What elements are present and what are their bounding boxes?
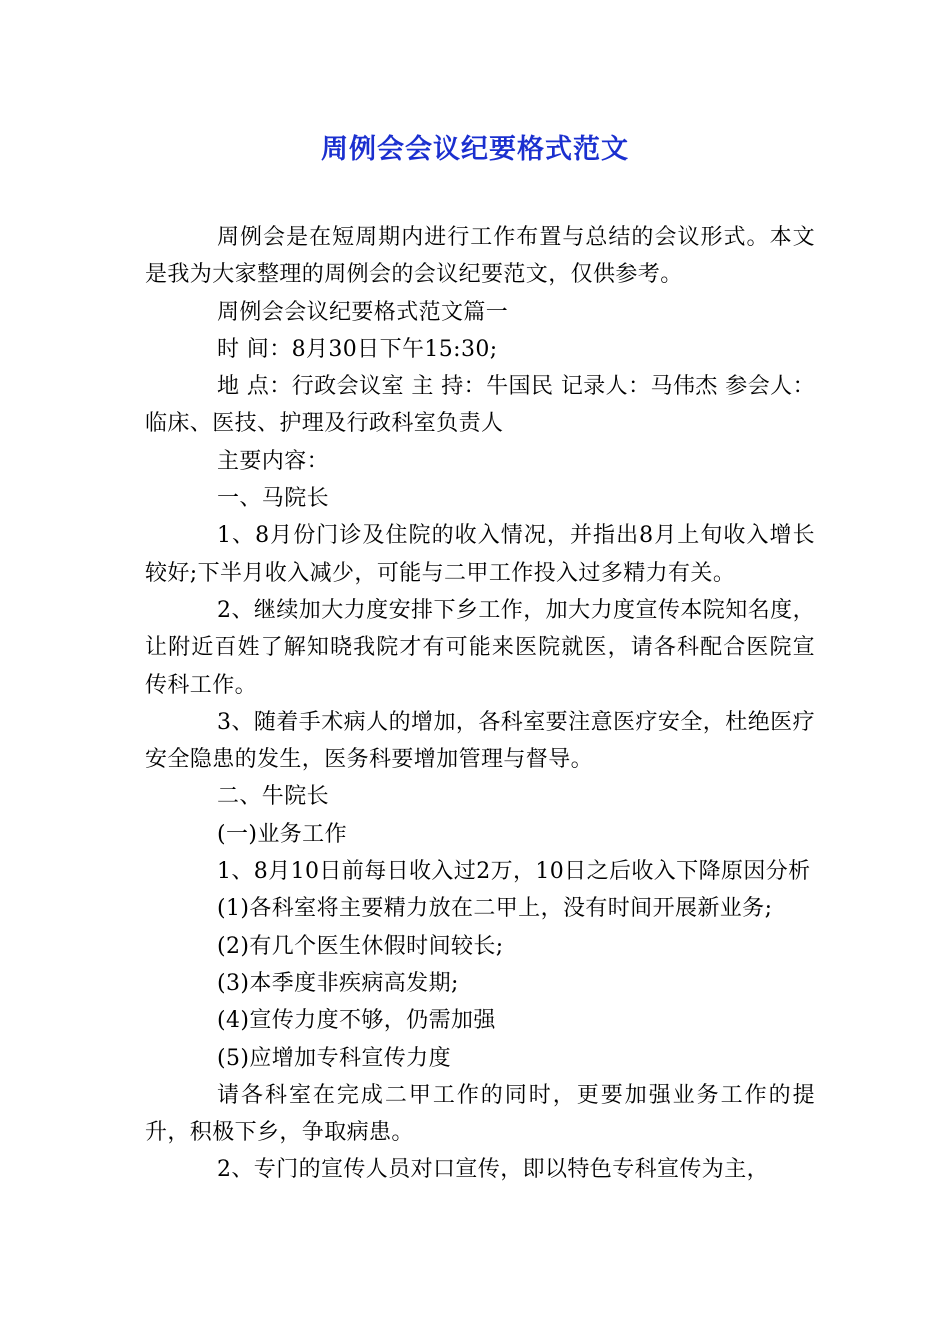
paragraph-subitem: (1)各科室将主要精力放在二甲上，没有时间开展新业务; <box>217 896 773 922</box>
document-title: 周例会会议纪要格式范文 <box>321 134 629 165</box>
paragraph-section-heading: 周例会会议纪要格式范文篇一 <box>217 299 509 325</box>
paragraph-speaker-niu: 二、牛院长 <box>217 784 330 810</box>
paragraph-subitem: (4)宣传力度不够，仍需加强 <box>217 1008 496 1034</box>
paragraph-speaker-ma: 一、马院长 <box>217 486 330 512</box>
paragraph-item: 1、8月10日前每日收入过2万，10日之后收入下降原因分析 <box>217 859 811 885</box>
paragraph-item: 2、专门的宣传人员对口宣传，即以特色专科宣传为主， <box>217 1157 769 1183</box>
paragraph-location: 地 点：行政会议室 主 持：牛国民 记录人：马伟杰 参会人：临床、医技、护理及行政科室负责人 <box>145 374 815 437</box>
paragraph-intro: 周例会是在短周期内进行工作布置与总结的会议形式。本文是我为大家整理的周例会的会议纪要范文，仅供参考。 <box>145 225 815 288</box>
paragraph-request: 请各科室在完成二甲工作的同时，更要加强业务工作的提升，积极下乡，争取病患。 <box>145 1082 815 1146</box>
paragraph-time: 时 间：8月30日下午15:30; <box>217 336 498 362</box>
paragraph-item: 3、随着手术病人的增加，各科室要注意医疗安全，杜绝医疗安全隐患的发生，医务科要增加管理与督导。 <box>145 709 815 773</box>
document-body <box>145 219 815 1189</box>
paragraph-main-content: 主要内容： <box>217 448 330 474</box>
paragraph-subitem: (2)有几个医生休假时间较长; <box>217 933 504 959</box>
paragraph-subitem: (3)本季度非疾病高发期; <box>217 970 459 996</box>
paragraph-item: 1、8月份门诊及住院的收入情况，并指出8月上旬收入增长较好;下半月收入减少，可能与二甲工作投入过多精力有关。 <box>145 523 815 586</box>
paragraph-item: 2、继续加大力度安排下乡工作，加大力度宣传本院知名度，让附近百姓了解知晓我院才有可能来医院就医，请各科配合医院宣传科工作。 <box>145 597 815 698</box>
paragraph-subheading: (一)业务工作 <box>217 821 347 847</box>
paragraph-subitem: (5)应增加专科宣传力度 <box>217 1045 451 1071</box>
